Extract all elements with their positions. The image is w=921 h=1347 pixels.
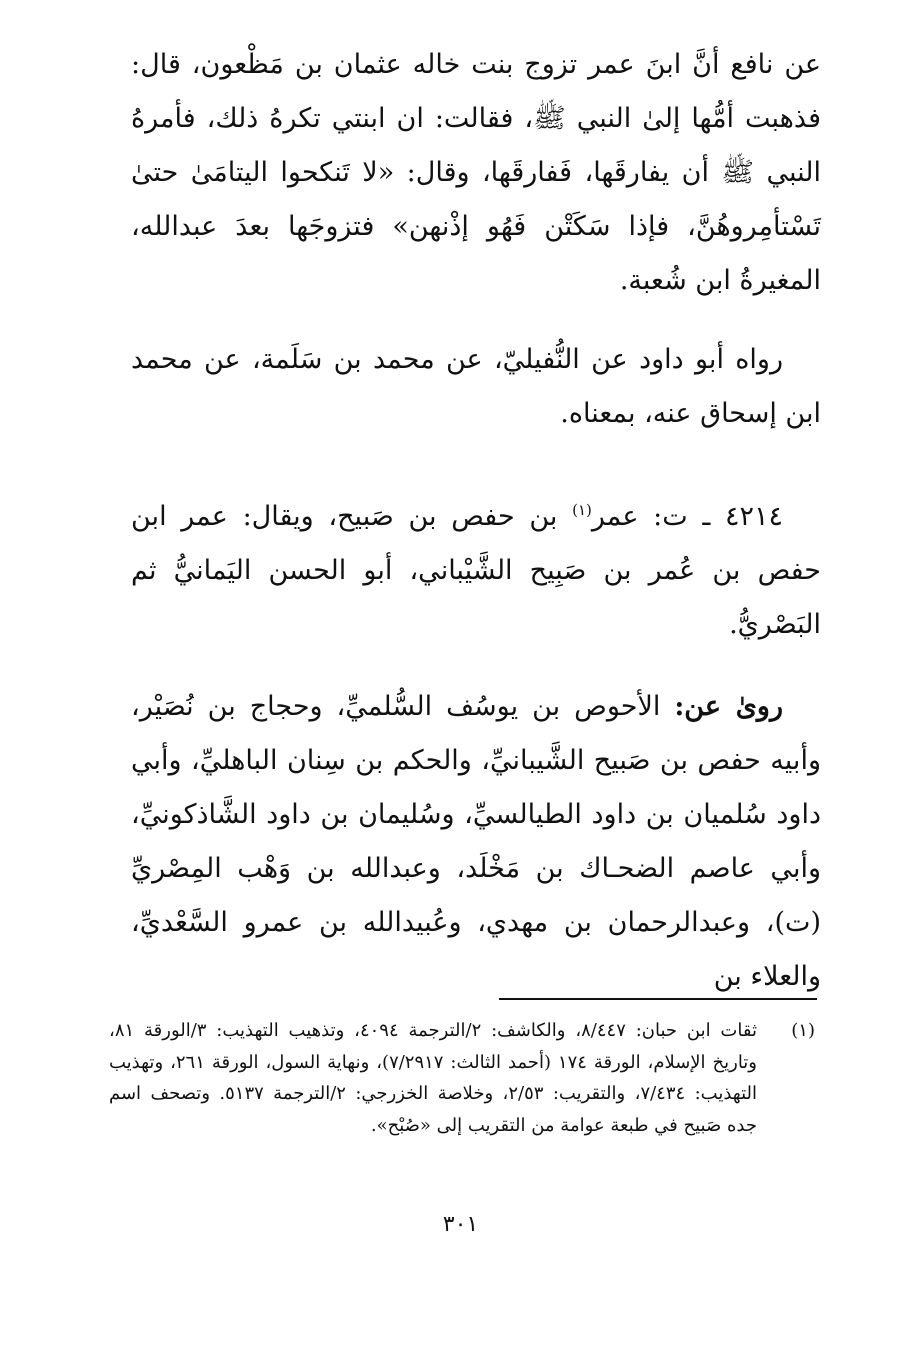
narration-text: رواه أبو داود عن النُّفيليّ، عن محمد بن سَلَمة، عن محمد ابن إسحاق عنه، بمعناه. (131, 344, 821, 429)
footnote-reference: (١) (572, 501, 592, 519)
entry-number-and-name: ٤٢١٤ ـ ت: عمر (591, 501, 783, 532)
entry-lineage: بن حفص بن صَبيح، ويقال: عمر ابن حفص بن عُمر بن صَبِيح الشَّيْباني، أبو الحسن اليَمانيُّ ثم البَصْريُّ. (131, 501, 821, 640)
narrators-paragraph (131, 680, 821, 1004)
entry-heading (131, 490, 821, 652)
hadith-paragraph (131, 38, 821, 308)
narrated-from-label: روىٰ عن: (674, 691, 783, 722)
narrators-list: الأحوص بن يوسُف السُّلميِّ، وحجاج بن نُصَيْر، وأبيه حفص بن صَبيح الشَّيبانيِّ، والحكم بن سِنان الباهليِّ، وأبي داود سُلميان بن داود الطيالسيِّ، وسُليمان بن داود الشَّاذكونيِّ، وأبي عاصم الضحـاك بن مَخْلَد، وعبدالله بن وَهْب المِصْريِّ (ت)، وعبدالرحمان بن مهدي، وعُبيدالله بن عمرو السَّعْديِّ، والعلاء بن (131, 691, 821, 992)
narration-paragraph (131, 333, 821, 441)
footnote-text: ثقات ابن حبان: ٨/٤٤٧، والكاشف: ٢/الترجمة ٤٠٩٤، وتذهيب التهذيب: ٣/الورقة ٨١، وتاريخ الإسلام، الورقة ١٧٤ (أحمد الثالث: ٧/٢٩١٧)، ونهاية السول، الورقة ٢٦١، وتهذيب التهذيب: ٧/٤٣٤، والتقريب: ٢/٥٣، وخلاصة الخزرجي: ٢/الترجمة ٥١٣٧. وتصحف اسم جده صَبيح في طبعة عوامة من التقريب إلى «صُبْح». (109, 1020, 757, 1136)
narrators-text (131, 680, 821, 1004)
hadith-text: عن نافع أنَّ ابنَ عمر تزوج بنت خاله عثمان بن مَظْعون، قال: فذهبت أمُّها إلىٰ النبي ﷺ، فقالت: ان ابنتي تكرهُ ذلك، فأمرهُ النبي ﷺ أن يفارقَها، فَفارقَها، وقال: «لا تَنكحوا اليتامَىٰ حتىٰ تَسْتأمِروهُنَّ، فإذا سَكَتْن فَهُو إذْنهن» فتزوجَها بعدَ عبدالله، المغيرةُ ابن شُعبة. (131, 49, 821, 296)
entry-heading-paragraph (131, 490, 821, 652)
footnote-marker: (١) (791, 1020, 815, 1041)
footnote (109, 1015, 821, 1141)
footnote-separator (499, 998, 817, 1000)
page-number: ٣٠١ (442, 1212, 479, 1237)
